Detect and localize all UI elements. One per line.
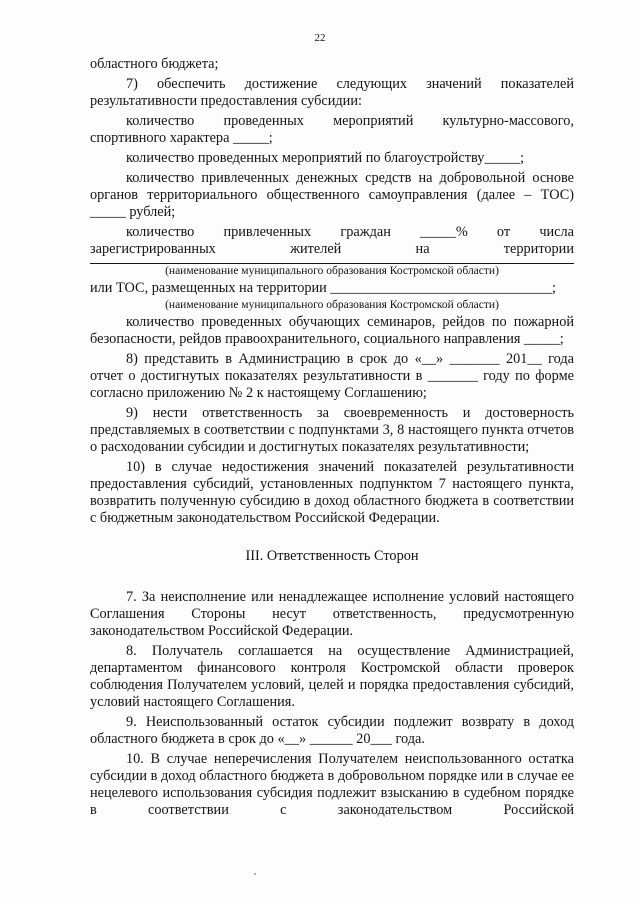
paragraph-events-count: количество проведенных мероприятий культурно-массового, спортивного характера _____; xyxy=(90,112,574,146)
section-heading: III. Ответственность Сторон xyxy=(245,548,419,564)
paragraph-clause-9: 9. Неиспользованный остаток субсидии подлежит возврату в доход областного бюджета в срок до «__» ______ 20___ года. xyxy=(90,713,574,747)
paragraph-item-10: 10) в случае недостижения значений показателей результативности предоставления субсидий, установленных подпунктом 7 настоящего пункта, возвратить полученную субсидию в доход областного бюджета в соответствии с бюджетным законодательством Российской Федерации. xyxy=(90,458,574,526)
paragraph-clause-7: 7. За неисполнение или ненадлежащее исполнение условий настоящего Соглашения Стороны несут ответственность, предусмотренную законодательством Российской Федерации. xyxy=(90,588,574,639)
paragraph-item-7: 7) обеспечить достижение следующих значений показателей результативности предоставления субсидии: xyxy=(90,75,574,109)
paragraph-improvement-count: количество проведенных мероприятий по благоустройству_____; xyxy=(126,149,525,166)
caption-municipality-1: (наименование муниципального образования Костромской области) xyxy=(165,265,499,277)
paragraph-clause-8: 8. Получатель соглашается на осуществление Администрацией, департаментом финансового контроля Костромской области проверок соблюдения Получателем условий, целей и порядка предоставления субсидий, условий настоящего Соглашения. xyxy=(90,642,574,710)
paragraph-tos-territory: или ТОС, размещенных на территории _______________________________; xyxy=(90,279,556,296)
paragraph-item-8: 8) представить в Администрацию в срок до «__» _______ 201__ года отчет о достигнутых показателях результативности в _______ году по форме согласно приложению № 2 к настоящему Соглашению; xyxy=(90,350,574,401)
paragraph-citizens-count: количество привлеченных граждан _____% от числа зарегистрированных жителей на территории xyxy=(90,223,574,257)
paragraph-item-9: 9) нести ответственность за своевременность и достоверность представляемых в соответствии с подпунктами 3, 8 настоящего пункта отчетов о расходовании субсидии и достигнутых показателях результативности; xyxy=(90,404,574,455)
paragraph-clause-10: 10. В случае неперечисления Получателем неиспользованного остатка субсидии в доход областного бюджета в добровольном порядке или в случае ее нецелевого использования субсидия подлежит взысканию в судебном порядке в соответствии с законодательством Российской xyxy=(90,750,574,818)
page-number: 22 xyxy=(314,32,326,44)
scan-speck xyxy=(254,873,256,875)
paragraph-budget-end: областного бюджета; xyxy=(90,55,219,72)
paragraph-funds-count: количество привлеченных денежных средств на добровольной основе органов территориального общественного самоуправления (далее – ТОС) _____ рублей; xyxy=(90,169,574,220)
document-body xyxy=(90,54,574,820)
caption-municipality-2: (наименование муниципального образования Костромской области) xyxy=(165,299,499,311)
paragraph-seminars-count: количество проведенных обучающих семинаров, рейдов по пожарной безопасности, рейдов правоохранительного, социального направления _____; xyxy=(90,313,574,347)
